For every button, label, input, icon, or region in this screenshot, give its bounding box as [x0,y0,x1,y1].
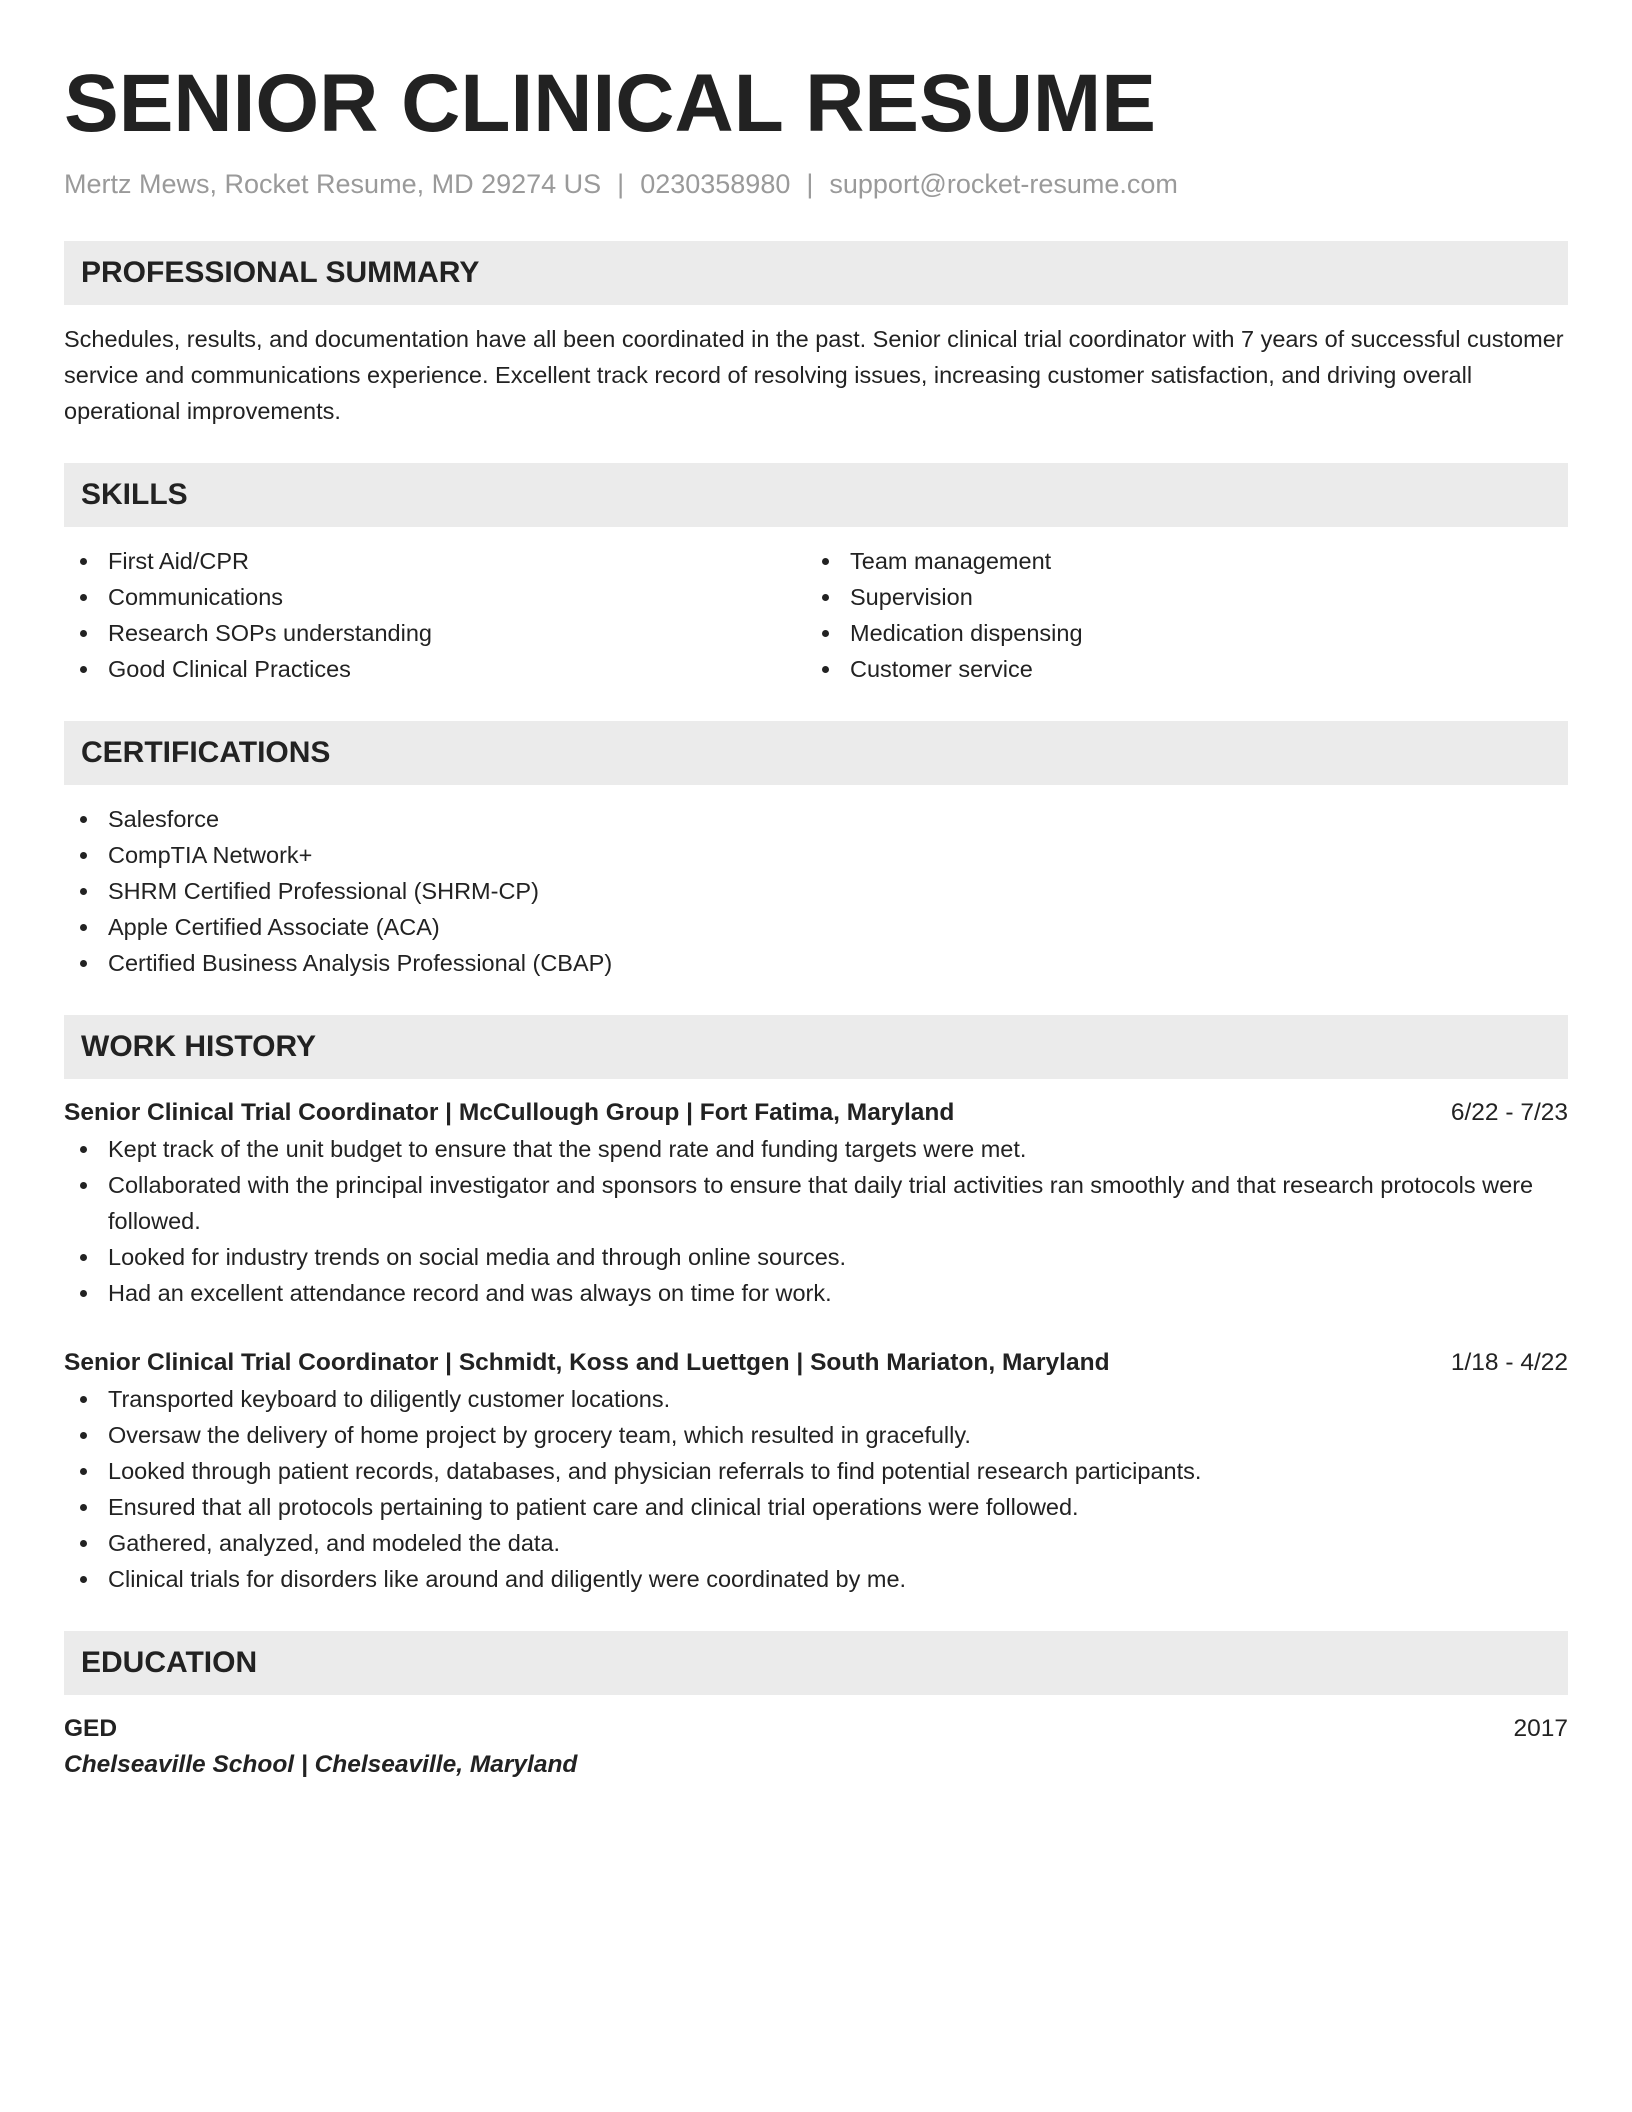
job-bullet: Gathered, analyzed, and modeled the data. [64,1525,1568,1561]
contact-email: support@rocket-resume.com [829,169,1178,199]
certification-item: Certified Business Analysis Professional (CBAP) [64,945,1568,981]
job-bullet: Ensured that all protocols pertaining to patient care and clinical trial operations were followed. [64,1489,1568,1525]
education-heading: EDUCATION [64,1631,1568,1695]
job-bullets [64,1381,1568,1597]
skills-heading: SKILLS [64,463,1568,527]
job-bullet: Clinical trials for disorders like around and diligently were coordinated by me. [64,1561,1568,1597]
work-history-heading: WORK HISTORY [64,1015,1568,1079]
contact-phone: 0230358980 [640,169,791,199]
skill-item: Medication dispensing [806,615,1548,651]
job-header [64,1345,1568,1381]
job-entry [64,1095,1568,1311]
education-header [64,1711,1568,1747]
skills-grid [64,543,1568,687]
education-school: Chelseaville School | Chelseaville, Maryland [64,1751,578,1778]
job-bullets [64,1131,1568,1311]
education-year: 2017 [1513,1715,1568,1742]
certifications-list [64,801,1568,981]
skills-section [64,463,1568,687]
job-bullet: Had an excellent attendance record and was always on time for work. [64,1275,1568,1311]
skill-item: Supervision [806,579,1548,615]
job-bullet: Looked through patient records, databases, and physician referrals to find potential research participants. [64,1453,1568,1489]
resume-page [64,56,1568,1783]
skill-item: Research SOPs understanding [64,615,806,651]
certification-item: CompTIA Network+ [64,837,1568,873]
skill-item: Customer service [806,651,1548,687]
skill-item: Communications [64,579,806,615]
work-history-section [64,1015,1568,1597]
skill-item: Team management [806,543,1548,579]
education-section [64,1631,1568,1783]
education-degree: GED [64,1715,118,1742]
contact-address: Mertz Mews, Rocket Resume, MD 29274 US [64,169,602,199]
job-bullet: Transported keyboard to diligently customer locations. [64,1381,1568,1417]
contact-separator: | [617,169,625,199]
job-header [64,1095,1568,1131]
job-dates: 1/18 - 4/22 [1450,1349,1568,1376]
skills-list-right [806,543,1548,687]
summary-heading: PROFESSIONAL SUMMARY [64,241,1568,305]
job-bullet: Collaborated with the principal investigator and sponsors to ensure that daily trial activities ran smoothly and that research protocols were followed. [64,1167,1568,1239]
summary-text: Schedules, results, and documentation have all been coordinated in the past. Senior clinical trial coordinator with 7 years of successful customer service and communications experience. Excellent track record of resolving issues, increasing customer satisfaction, and driving overall operational improvements. [64,326,1564,424]
certification-item: Apple Certified Associate (ACA) [64,909,1568,945]
summary-section [64,241,1568,429]
skill-item: First Aid/CPR [64,543,806,579]
job-bullet: Oversaw the delivery of home project by grocery team, which resulted in gracefully. [64,1417,1568,1453]
job-title: Senior Clinical Trial Coordinator | Schmidt, Koss and Luettgen | South Mariaton, Maryland [64,1349,1110,1376]
skill-item: Good Clinical Practices [64,651,806,687]
certification-item: Salesforce [64,801,1568,837]
certification-item: SHRM Certified Professional (SHRM-CP) [64,873,1568,909]
job-bullet: Kept track of the unit budget to ensure that the spend rate and funding targets were met. [64,1131,1568,1167]
resume-title: SENIOR CLINICAL RESUME [64,58,1156,149]
certifications-heading: CERTIFICATIONS [64,721,1568,785]
certifications-section [64,721,1568,981]
job-title: Senior Clinical Trial Coordinator | McCullough Group | Fort Fatima, Maryland [64,1099,955,1126]
job-dates: 6/22 - 7/23 [1450,1099,1568,1126]
skills-list-left [64,543,806,687]
job-bullet: Looked for industry trends on social media and through online sources. [64,1239,1568,1275]
job-entry [64,1345,1568,1597]
contact-separator: | [806,169,814,199]
contact-line [64,166,1568,202]
